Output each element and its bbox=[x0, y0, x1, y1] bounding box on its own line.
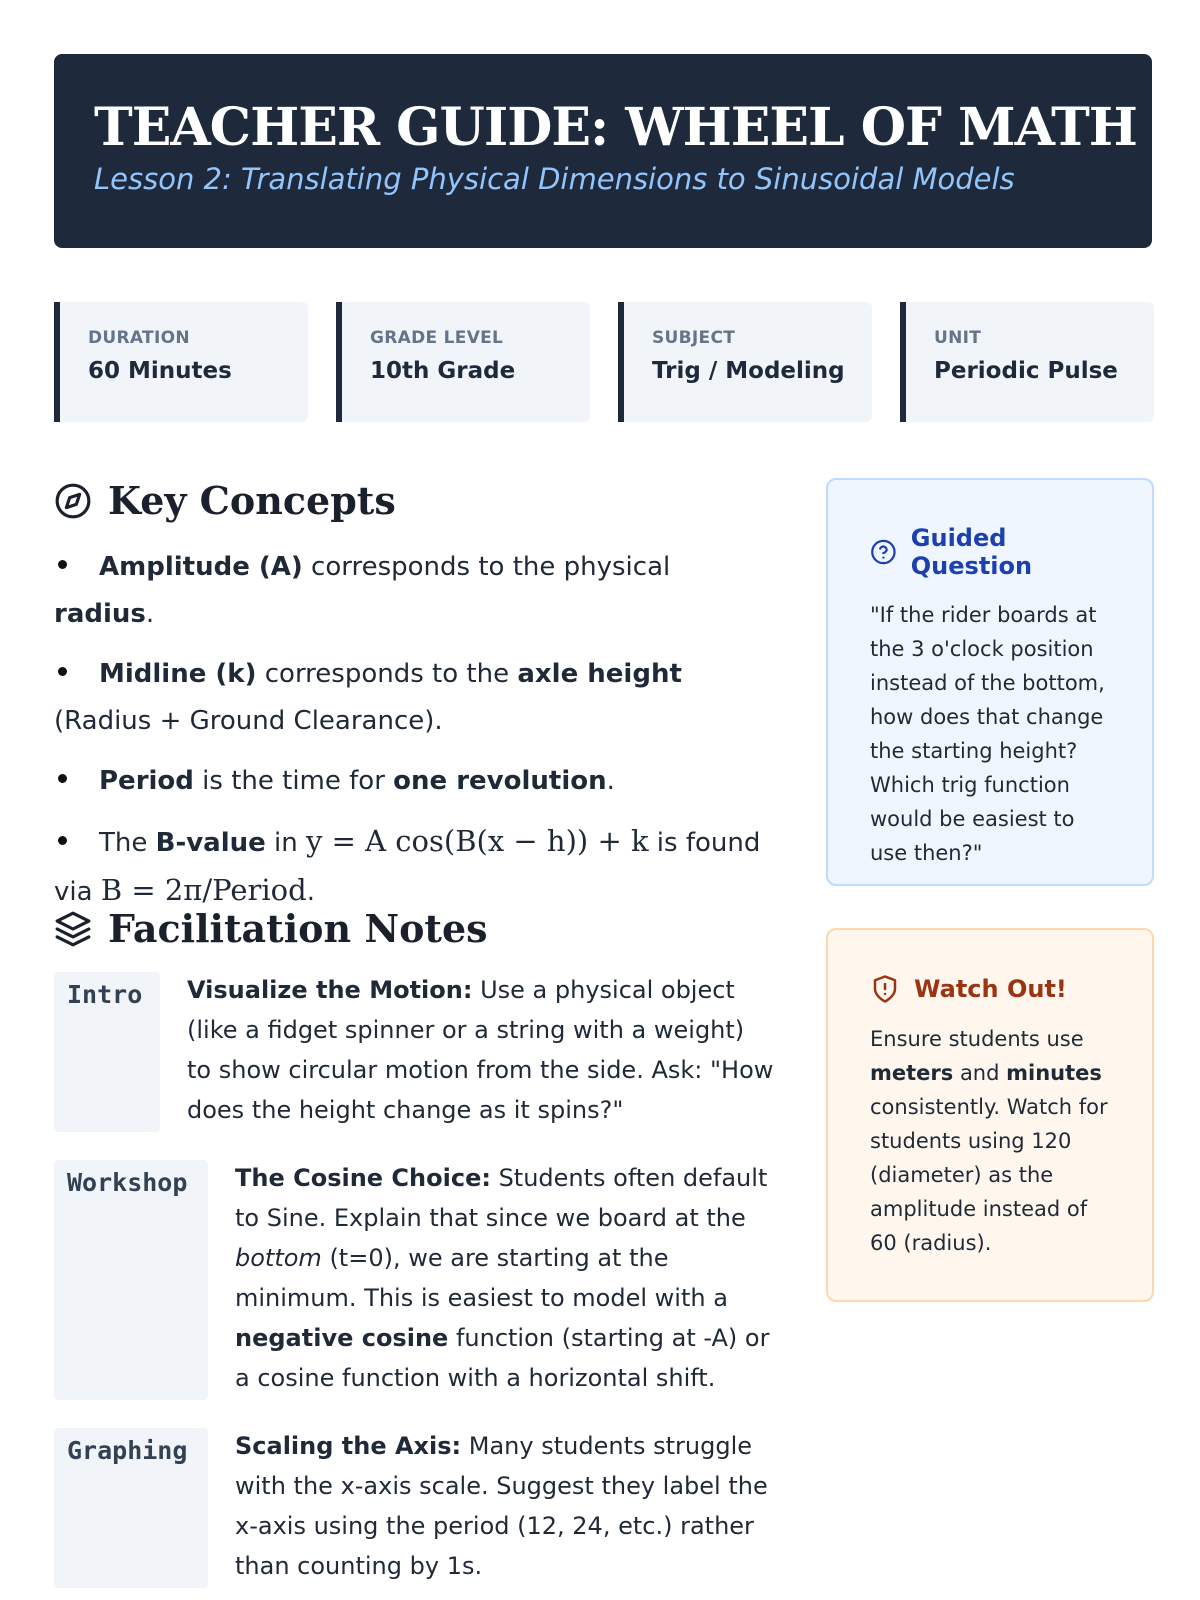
term: minutes bbox=[1006, 1061, 1102, 1085]
meta-value: Trig / Modeling bbox=[652, 358, 845, 384]
formula-period-model: y = A cos(B(x − h)) + k bbox=[306, 824, 649, 858]
emphasis: bottom bbox=[235, 1244, 322, 1272]
facilitation-note-workshop bbox=[54, 1160, 774, 1400]
text: Many students struggle with the x-axis scale. Suggest they label the x-axis using the period (12, 24, etc.) rather than counting by 1s. bbox=[235, 1432, 768, 1580]
text: . bbox=[145, 599, 155, 629]
guided-question-callout bbox=[826, 478, 1154, 886]
callout-text: "If the rider boards at the 3 o'clock position instead of the bottom, how does that change the starting height? Which trig function would be easiest to use then?" bbox=[870, 603, 1105, 865]
text: is the time for bbox=[193, 766, 394, 796]
meta-card-grade-level bbox=[336, 302, 590, 422]
meta-card-duration bbox=[54, 302, 308, 422]
text: function (starting at -A) or a cosine function with a horizontal shift. bbox=[235, 1324, 770, 1392]
note-lead: The Cosine Choice: bbox=[235, 1164, 491, 1192]
text: Students often default to Sine. Explain that since we board at the bbox=[235, 1164, 768, 1232]
layers-icon bbox=[54, 910, 92, 948]
text: (t=0), we are starting at the minimum. This is easiest to model with a bbox=[235, 1244, 728, 1312]
list-item bbox=[54, 818, 774, 916]
key-concepts-heading bbox=[54, 478, 396, 523]
note-text bbox=[208, 1158, 774, 1400]
bullet bbox=[58, 667, 67, 676]
bullet bbox=[58, 774, 67, 783]
callout-title-text: Watch Out! bbox=[914, 975, 1067, 1003]
note-tag: Graphing bbox=[54, 1428, 208, 1588]
callout-title-text: Guided Question bbox=[910, 524, 1033, 580]
term: radius bbox=[54, 599, 146, 629]
text: in bbox=[265, 828, 307, 858]
callout-title bbox=[870, 974, 1112, 1004]
term: B-value bbox=[155, 828, 266, 858]
callout-text bbox=[870, 1022, 1112, 1260]
text: Ensure students use bbox=[870, 1027, 1084, 1051]
term: axle height bbox=[517, 659, 682, 689]
note-lead: Visualize the Motion: bbox=[187, 976, 473, 1004]
list-item bbox=[54, 651, 774, 745]
term: Amplitude (A) bbox=[99, 552, 303, 582]
meta-value: Periodic Pulse bbox=[934, 358, 1118, 384]
note-tag: Workshop bbox=[54, 1160, 208, 1400]
text: (Radius + Ground Clearance). bbox=[54, 706, 443, 736]
meta-label: GRADE LEVEL bbox=[370, 328, 504, 348]
facilitation-notes-heading bbox=[54, 906, 488, 951]
term: negative cosine bbox=[235, 1324, 449, 1352]
section-title-text: Key Concepts bbox=[108, 478, 396, 523]
term: one revolution bbox=[393, 766, 607, 796]
note-lead: Scaling the Axis: bbox=[235, 1432, 462, 1460]
note-tag: Intro bbox=[54, 972, 160, 1132]
text: and bbox=[953, 1061, 1007, 1085]
list-item bbox=[54, 544, 774, 638]
meta-value: 60 Minutes bbox=[88, 358, 232, 384]
meta-card-unit bbox=[900, 302, 1154, 422]
note-text bbox=[208, 1426, 774, 1588]
formula-b-value: B = 2π/Period bbox=[100, 873, 307, 907]
meta-label: SUBJECT bbox=[652, 328, 736, 348]
text: . bbox=[306, 877, 315, 907]
meta-card-subject bbox=[618, 302, 872, 422]
callout-title bbox=[870, 524, 1112, 580]
text: corresponds to the bbox=[256, 659, 518, 689]
shield-alert-icon bbox=[870, 974, 900, 1004]
text: The bbox=[99, 828, 156, 858]
note-text bbox=[160, 970, 774, 1132]
page-title: TEACHER GUIDE: WHEEL OF MATH bbox=[94, 97, 1137, 158]
meta-label: UNIT bbox=[934, 328, 982, 348]
term: meters bbox=[870, 1061, 954, 1085]
compass-icon bbox=[54, 482, 92, 520]
bullet bbox=[58, 560, 67, 569]
page-header bbox=[54, 54, 1152, 248]
facilitation-note-intro bbox=[54, 972, 774, 1132]
text: is found via bbox=[54, 828, 761, 907]
facilitation-note-graphing bbox=[54, 1428, 774, 1588]
text: consistently. Watch for students using 120 (diameter) as the amplitude instead of 60 (radius). bbox=[870, 1095, 1108, 1255]
text: Use a physical object (like a fidget spinner or a string with a weight) to show circular motion from the side. Ask: "How does the height change as it spins?" bbox=[187, 976, 774, 1124]
meta-value: 10th Grade bbox=[370, 358, 516, 384]
meta-label: DURATION bbox=[88, 328, 190, 348]
term: Midline (k) bbox=[99, 659, 257, 689]
question-icon bbox=[870, 537, 897, 567]
bullet bbox=[58, 836, 67, 845]
term: Period bbox=[99, 766, 194, 796]
text: . bbox=[606, 766, 615, 796]
text: corresponds to the physical bbox=[302, 552, 671, 582]
page-subtitle: Lesson 2: Translating Physical Dimensions to Sinusoidal Models bbox=[94, 162, 1015, 196]
watch-out-callout bbox=[826, 928, 1154, 1302]
section-title-text: Facilitation Notes bbox=[108, 906, 488, 951]
key-concepts-list bbox=[54, 544, 774, 929]
list-item bbox=[54, 758, 774, 805]
